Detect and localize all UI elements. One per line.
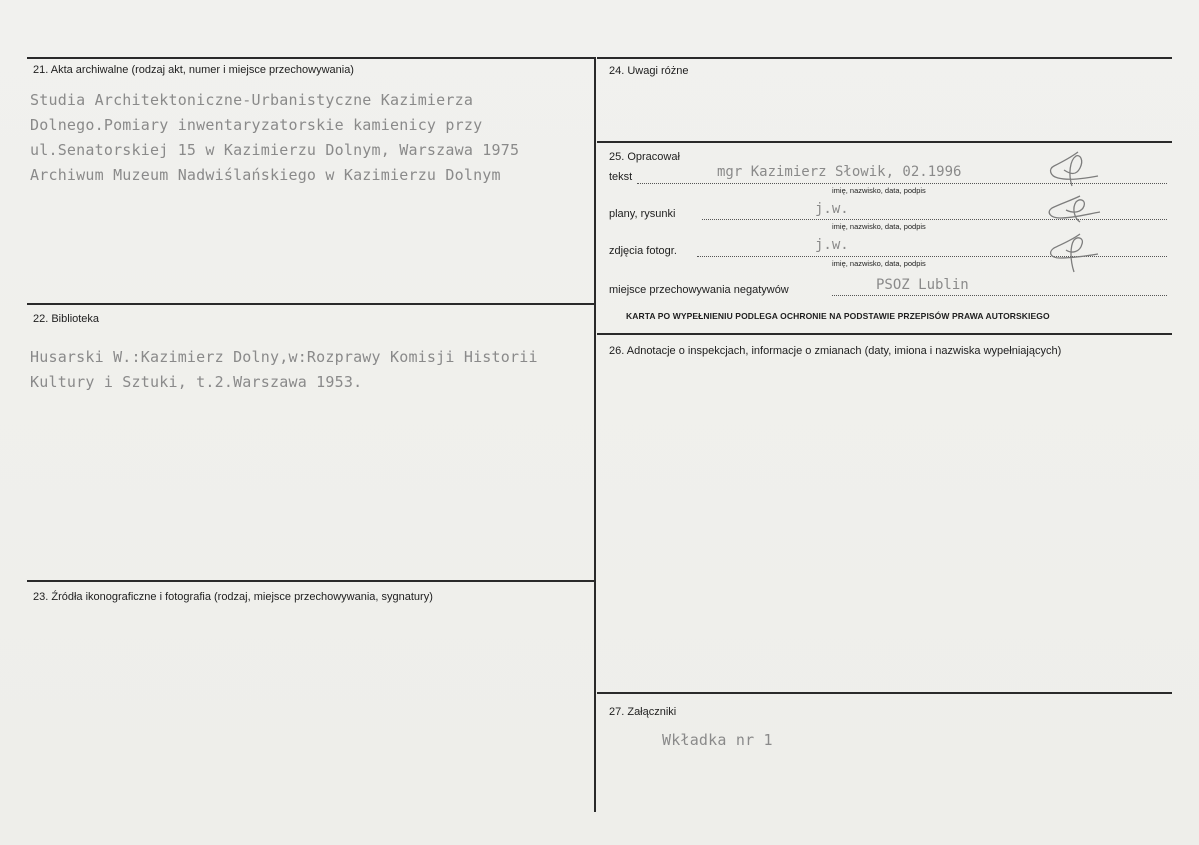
- section-21-title: 21. Akta archiwalne (rodzaj akt, numer i miejsce przechowywania): [33, 64, 354, 76]
- row-plany-value: j.w.: [815, 201, 849, 217]
- section-21-line-2: Dolnego.Pomiary inwentaryzatorskie kamienicy przy: [30, 116, 483, 134]
- signature-tekst: [1040, 148, 1110, 192]
- section-25-title: 25. Opracował: [609, 151, 680, 163]
- section-26-title: 26. Adnotacje o inspekcjach, informacje o zmianach (daty, imiona i nazwiska wypełniających): [609, 345, 1062, 357]
- section-27-title: 27. Załączniki: [609, 706, 677, 718]
- row-zdjecia-label: zdjęcia fotogr.: [609, 245, 677, 257]
- rule-above-s23: [27, 580, 595, 582]
- row-plany-label: plany, rysunki: [609, 208, 676, 220]
- section-22-line-2: Kultury i Sztuki, t.2.Warszawa 1953.: [30, 373, 363, 391]
- section-24-title: 24. Uwagi różne: [609, 65, 689, 77]
- row-tekst-label: tekst: [609, 171, 633, 183]
- section-21-line-3: ul.Senatorskiej 15 w Kazimierzu Dolnym, Warszawa 1975: [30, 141, 520, 159]
- signature-plany: [1040, 192, 1110, 226]
- rule-above-s25: [597, 141, 1172, 143]
- row-plany-hint: imię, nazwisko, data, podpis: [832, 222, 926, 231]
- negatives-dotted-line: [832, 295, 1167, 296]
- rule-above-s27: [597, 692, 1172, 694]
- rule-above-s22: [27, 303, 595, 305]
- signature-zdjecia: [1040, 230, 1110, 276]
- rule-above-s26: [597, 333, 1172, 335]
- row-zdjecia-hint: imię, nazwisko, data, podpis: [832, 259, 926, 268]
- center-divider: [594, 57, 596, 812]
- copyright-notice: KARTA PO WYPEŁNIENIU PODLEGA OCHRONIE NA PODSTAWIE PRZEPISÓW PRAWA AUTORSKIEGO: [626, 311, 1050, 321]
- top-rule-right: [597, 57, 1172, 59]
- negatives-value: PSOZ Lublin: [876, 277, 969, 293]
- section-27-value: Wkładka nr 1: [662, 731, 773, 749]
- section-22-line-1: Husarski W.:Kazimierz Dolny,w:Rozprawy Komisji Historii: [30, 348, 538, 366]
- section-21-line-4: Archiwum Muzeum Nadwiślańskiego w Kazimierzu Dolnym: [30, 166, 501, 184]
- row-tekst-value: mgr Kazimierz Słowik, 02.1996: [717, 164, 962, 180]
- row-tekst-hint: imię, nazwisko, data, podpis: [832, 186, 926, 195]
- section-21-line-1: Studia Architektoniczne-Urbanistyczne Kazimierza: [30, 91, 474, 109]
- row-zdjecia-value: j.w.: [815, 237, 849, 253]
- negatives-label: miejsce przechowywania negatywów: [609, 284, 789, 296]
- section-22-title: 22. Biblioteka: [33, 313, 100, 325]
- top-rule-left: [27, 57, 595, 59]
- section-23-title: 23. Źródła ikonograficzne i fotografia (rodzaj, miejsce przechowywania, sygnatury): [33, 591, 433, 603]
